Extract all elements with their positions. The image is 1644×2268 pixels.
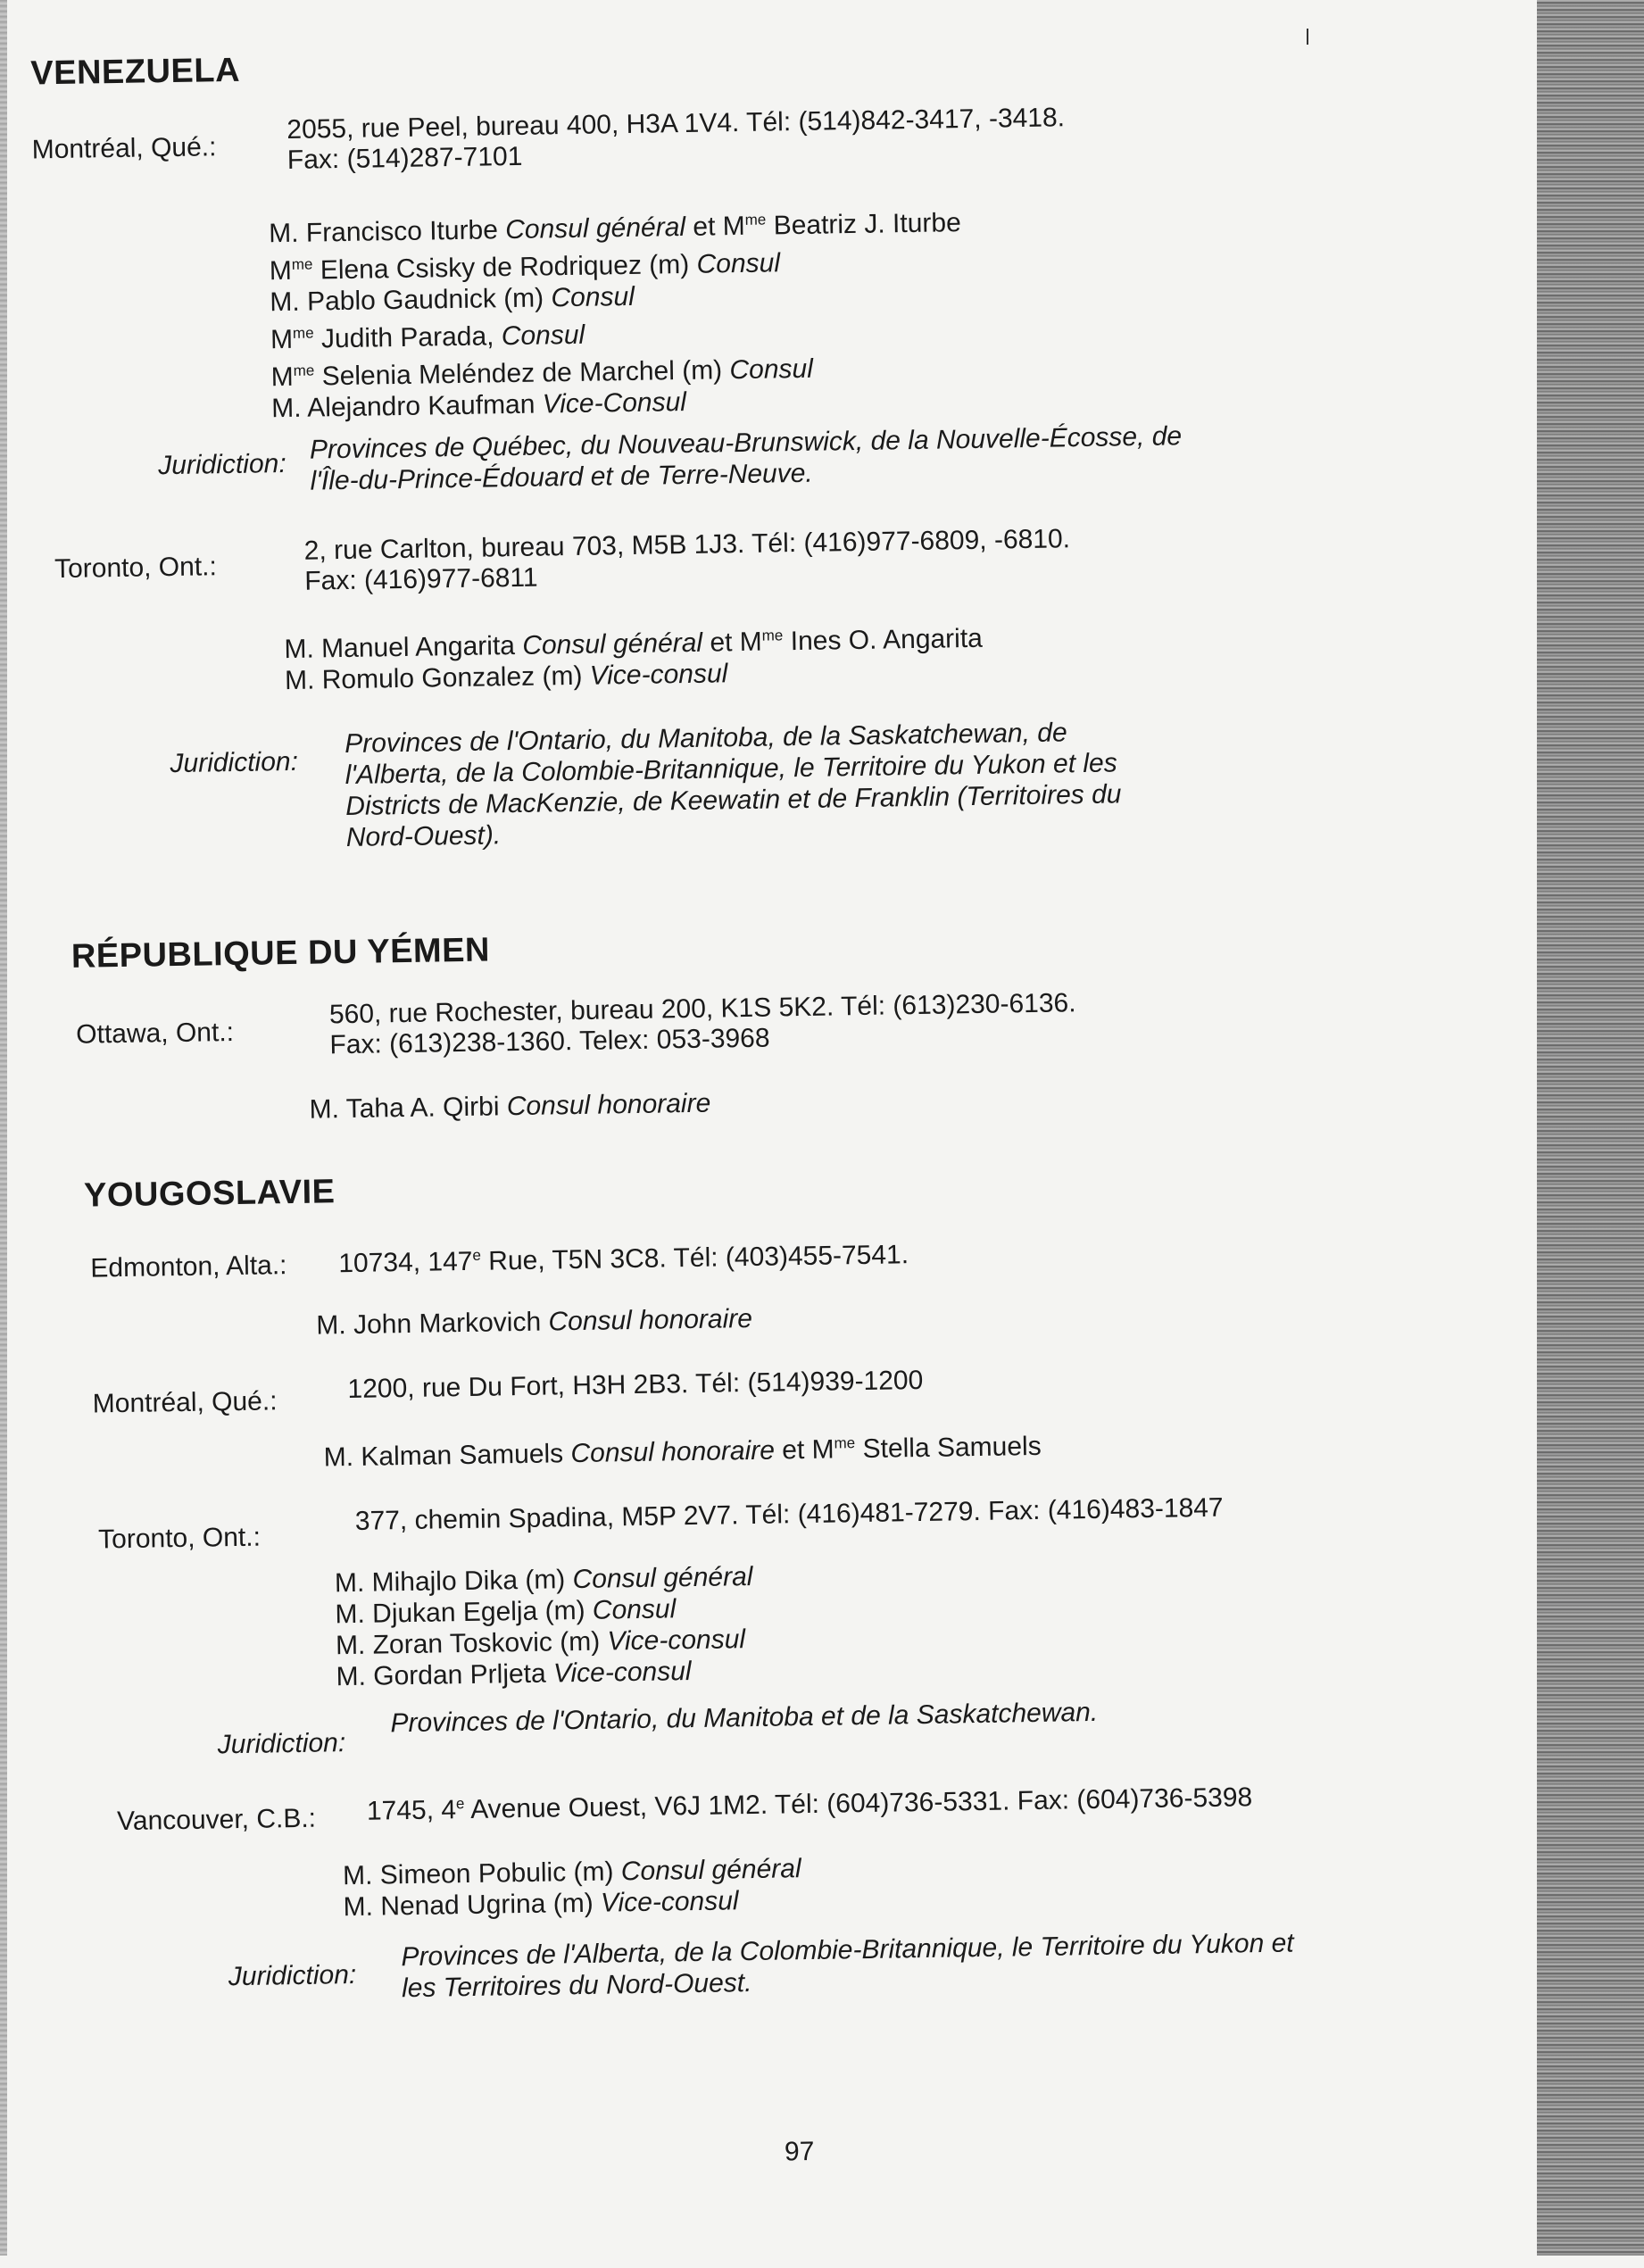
person-title: Consul bbox=[729, 353, 814, 386]
prefix: M bbox=[270, 361, 294, 393]
country-heading-yemen: RÉPUBLIQUE DU YÉMEN bbox=[71, 931, 491, 976]
spouse-name: Beatriz J. Iturbe bbox=[766, 208, 962, 241]
address-line: 2, rue Carlton, bureau 703, M5B 1J3. Tél: (416)977-6809, -6810. bbox=[303, 524, 1071, 566]
person-entry bbox=[336, 1655, 754, 1692]
person-entry bbox=[336, 1624, 754, 1661]
conjunction: et M bbox=[782, 1434, 834, 1466]
superscript: me bbox=[761, 627, 784, 644]
address-text: Avenue Ouest, V6J 1M2. Tél: (604)736-5331. Fax: (604)736-5398 bbox=[464, 1782, 1253, 1825]
scan-edge-left bbox=[0, 0, 7, 2256]
person-title: Vice-consul bbox=[600, 1886, 739, 1918]
person-title: Consul bbox=[592, 1594, 677, 1625]
jurisdiction-line: Provinces de l'Ontario, du Manitoba et de la Saskatchewan. bbox=[390, 1697, 1099, 1739]
scan-speck bbox=[1307, 29, 1308, 45]
city-label-toronto: Toronto, Ont.: bbox=[97, 1522, 262, 1555]
superscript: me bbox=[744, 211, 767, 228]
person-name: Selenia Meléndez de Marchel (m) bbox=[314, 355, 723, 392]
person-entry bbox=[323, 1432, 1041, 1474]
superscript: me bbox=[293, 361, 315, 379]
person-entry bbox=[343, 1884, 801, 1923]
person-title: Consul bbox=[551, 281, 635, 313]
personnel-list-yougoslavie-toronto bbox=[335, 1561, 755, 1692]
person-title: Consul général bbox=[620, 1854, 801, 1887]
address-block-venezuela-montreal bbox=[286, 103, 1066, 176]
person-name: M. Francisco Iturbe bbox=[268, 215, 499, 249]
jurisdiction-line: les Territoires du Nord-Ouest. bbox=[401, 1968, 752, 2004]
city-label-vancouver: Vancouver, C.B.: bbox=[116, 1803, 317, 1837]
superscript: e bbox=[455, 1795, 465, 1813]
city-label-montreal: Montréal, Qué.: bbox=[31, 132, 217, 165]
superscript: me bbox=[834, 1434, 856, 1452]
jurisdiction-text-yougoslavie-toronto bbox=[390, 1697, 1098, 1739]
person-title: Consul honoraire bbox=[570, 1435, 776, 1469]
person-name: M. Romulo Gonzalez (m) bbox=[284, 660, 583, 696]
jurisdiction-line: Provinces de l'Alberta, de la Colombie-Britannique, le Territoire du Yukon et bbox=[401, 1928, 1294, 1973]
address-line-yougoslavie-edmonton bbox=[338, 1234, 909, 1279]
person-title: Consul bbox=[501, 320, 585, 352]
address-text: 1745, 4 bbox=[366, 1795, 457, 1826]
jurisdiction-line: Provinces de l'Ontario, du Manitoba, de la Saskatchewan, de bbox=[344, 718, 1067, 760]
city-label-montreal: Montréal, Qué.: bbox=[92, 1386, 278, 1419]
jurisdiction-label: Juridiction: bbox=[157, 449, 286, 481]
person-name: Elena Csisky de Rodriquez (m) bbox=[312, 249, 690, 286]
personnel-list-venezuela-montreal bbox=[269, 201, 964, 424]
country-heading-venezuela: VENEZUELA bbox=[30, 51, 241, 93]
superscript: me bbox=[292, 324, 314, 342]
jurisdiction-line: Provinces de Québec, du Nouveau-Brunswick, de la Nouvelle-Écosse, de bbox=[309, 421, 1183, 465]
jurisdiction-line: Nord-Ouest). bbox=[345, 820, 502, 853]
person-name: M. Gordan Prljeta bbox=[336, 1658, 546, 1692]
person-name: M. Zoran Toskovic (m) bbox=[335, 1626, 601, 1661]
person-name: M. Mihajlo Dika (m) bbox=[334, 1565, 566, 1599]
person-entry bbox=[316, 1304, 752, 1342]
person-title: Vice-consul bbox=[607, 1624, 746, 1657]
fax-line: Fax: (514)287-7101 bbox=[286, 141, 523, 175]
address-line: 2055, rue Peel, bureau 400, H3A 1V4. Tél: (514)842-3417, -3418. bbox=[286, 103, 1066, 145]
jurisdiction-line: l'Alberta, de la Colombie-Britannique, le Territoire du Yukon et les bbox=[345, 748, 1117, 791]
person-title: Vice-Consul bbox=[542, 386, 687, 420]
person-title: Consul général bbox=[504, 212, 686, 245]
person-title: Consul honoraire bbox=[506, 1088, 711, 1122]
address-line-yougoslavie-vancouver bbox=[367, 1776, 1253, 1827]
fax-line: Fax: (613)238-1360. Telex: 053-3968 bbox=[329, 1023, 770, 1060]
city-label-edmonton: Edmonton, Alta.: bbox=[90, 1250, 287, 1284]
person-name: M. Alejandro Kaufman bbox=[271, 389, 536, 424]
person-name: M. Manuel Angarita bbox=[284, 631, 516, 665]
jurisdiction-line: Districts de MacKenzie, de Keewatin et de Franklin (Territoires du bbox=[345, 779, 1122, 822]
address-line-yougoslavie-montreal: 1200, rue Du Fort, H3H 2B3. Tél: (514)939-1200 bbox=[347, 1365, 924, 1405]
personnel-list-yougoslavie-vancouver bbox=[343, 1853, 802, 1923]
prefix: M bbox=[269, 255, 293, 287]
address-line: 560, rue Rochester, bureau 200, K1S 5K2. Tél: (613)230-6136. bbox=[328, 988, 1076, 1030]
country-heading-yougoslavie: YOUGOSLAVIE bbox=[83, 1173, 336, 1215]
person-name: M. Nenad Ugrina (m) bbox=[343, 1888, 594, 1923]
person-name: Judith Parada, bbox=[313, 321, 502, 354]
fax-line: Fax: (416)977-6811 bbox=[304, 562, 538, 596]
person-title: Consul général bbox=[572, 1561, 753, 1595]
person-title: Consul bbox=[696, 248, 781, 279]
city-label-ottawa: Ottawa, Ont.: bbox=[76, 1018, 235, 1050]
person-name: M. Kalman Samuels bbox=[323, 1439, 564, 1473]
address-block-venezuela-toronto bbox=[304, 524, 1071, 596]
address-text: 10734, 147 bbox=[338, 1246, 473, 1279]
person-name: M. John Markovich bbox=[316, 1307, 542, 1341]
jurisdiction-label: Juridiction: bbox=[170, 746, 299, 779]
address-line-yougoslavie-toronto: 377, chemin Spadina, M5P 2V7. Tél: (416)481-7279. Fax: (416)483-1847 bbox=[354, 1492, 1224, 1536]
address-block-yemen-ottawa bbox=[329, 988, 1077, 1060]
person-name: M. Djukan Egelja (m) bbox=[335, 1595, 585, 1630]
conjunction: et M bbox=[693, 211, 745, 242]
person-entry bbox=[335, 1561, 753, 1599]
superscript: e bbox=[472, 1246, 481, 1264]
page-number: 97 bbox=[784, 2136, 815, 2167]
person-title: Vice-consul bbox=[589, 659, 728, 691]
person-name: M. Taha A. Qirbi bbox=[309, 1092, 500, 1125]
person-name: M. Pablo Gaudnick (m) bbox=[270, 283, 544, 318]
jurisdiction-label: Juridiction: bbox=[228, 1959, 357, 1992]
jurisdiction-label: Juridiction: bbox=[217, 1728, 346, 1760]
person-title: Consul honoraire bbox=[548, 1303, 753, 1337]
jurisdiction-text-yougoslavie-vancouver bbox=[401, 1927, 1294, 2004]
jurisdiction-text-venezuela-montreal bbox=[310, 420, 1183, 496]
person-entry bbox=[309, 1089, 710, 1126]
person-title: Vice-consul bbox=[552, 1657, 692, 1689]
superscript: me bbox=[291, 255, 313, 273]
address-text: Rue, T5N 3C8. Tél: (403)455-7541. bbox=[480, 1240, 909, 1276]
spouse-name: Ines O. Angarita bbox=[783, 623, 984, 657]
jurisdiction-line: l'Île-du-Prince-Édouard et de Terre-Neuve. bbox=[310, 458, 813, 496]
spouse-name: Stella Samuels bbox=[854, 1431, 1042, 1465]
personnel-list-venezuela-toronto bbox=[284, 617, 984, 696]
city-label-toronto: Toronto, Ont.: bbox=[54, 552, 218, 585]
conjunction: et M bbox=[710, 627, 763, 658]
scan-edge-right bbox=[1537, 0, 1644, 2256]
person-name: M. Simeon Pobulic (m) bbox=[342, 1857, 614, 1891]
person-title: Consul général bbox=[522, 627, 703, 660]
prefix: M bbox=[270, 324, 294, 355]
jurisdiction-text-venezuela-toronto bbox=[345, 716, 1122, 853]
